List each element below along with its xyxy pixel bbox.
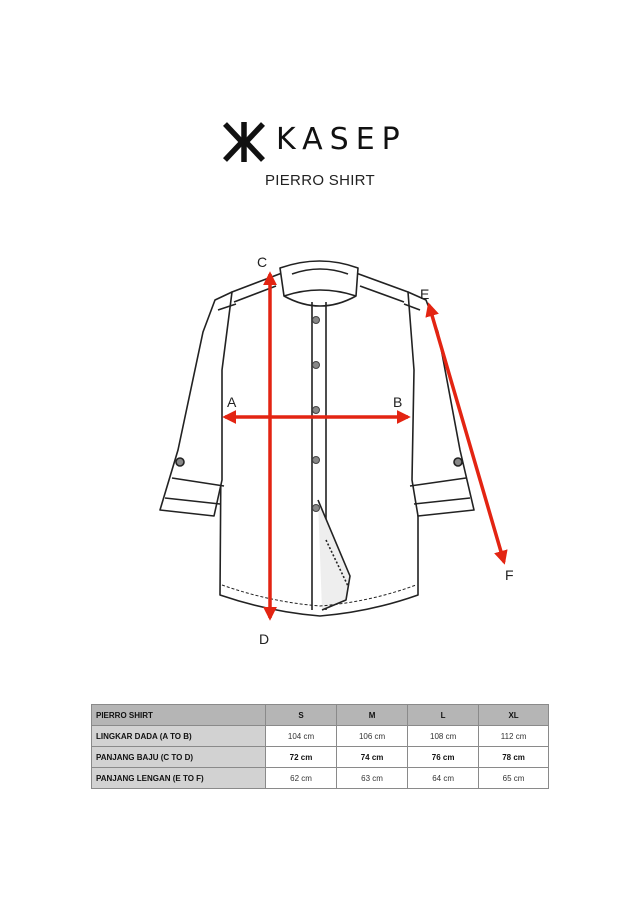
brand-header	[0, 120, 640, 164]
point-label-d: D	[259, 631, 270, 647]
row-label: PANJANG BAJU (C TO D)	[92, 747, 266, 768]
table-cell: 108 cm	[408, 726, 479, 747]
size-header: S	[266, 705, 337, 726]
table-cell: 65 cm	[479, 768, 549, 789]
table-cell: 104 cm	[266, 726, 337, 747]
point-label-f: F	[505, 567, 514, 583]
table-cell: 74 cm	[337, 747, 408, 768]
table-cell: 64 cm	[408, 768, 479, 789]
point-label-a: A	[227, 394, 237, 410]
point-label-b: B	[393, 394, 403, 410]
table-cell: 72 cm	[266, 747, 337, 768]
point-label-c: C	[257, 254, 268, 270]
table-cell: 62 cm	[266, 768, 337, 789]
size-chart-table	[91, 704, 549, 789]
row-label: PANJANG LENGAN (E TO F)	[92, 768, 266, 789]
table-row	[92, 768, 549, 789]
table-cell: 76 cm	[408, 747, 479, 768]
product-title: PIERRO SHIRT	[264, 172, 375, 189]
kasep-logo-icon	[222, 120, 266, 164]
point-label-e: E	[420, 286, 430, 302]
table-header-row	[92, 705, 549, 726]
table-row	[92, 726, 549, 747]
table-header-label: PIERRO SHIRT	[92, 705, 266, 726]
row-label: LINGKAR DADA (A TO B)	[92, 726, 266, 747]
table-cell: 112 cm	[479, 726, 549, 747]
table-cell: 63 cm	[337, 768, 408, 789]
table-row	[92, 747, 549, 768]
shirt-sketch	[160, 261, 474, 616]
size-header: L	[408, 705, 479, 726]
table-cell: 78 cm	[479, 747, 549, 768]
shirt-measurement-diagram	[0, 240, 640, 660]
table-cell: 106 cm	[337, 726, 408, 747]
brand-name: KASEP	[276, 122, 407, 157]
size-header: M	[337, 705, 408, 726]
size-header: XL	[479, 705, 549, 726]
